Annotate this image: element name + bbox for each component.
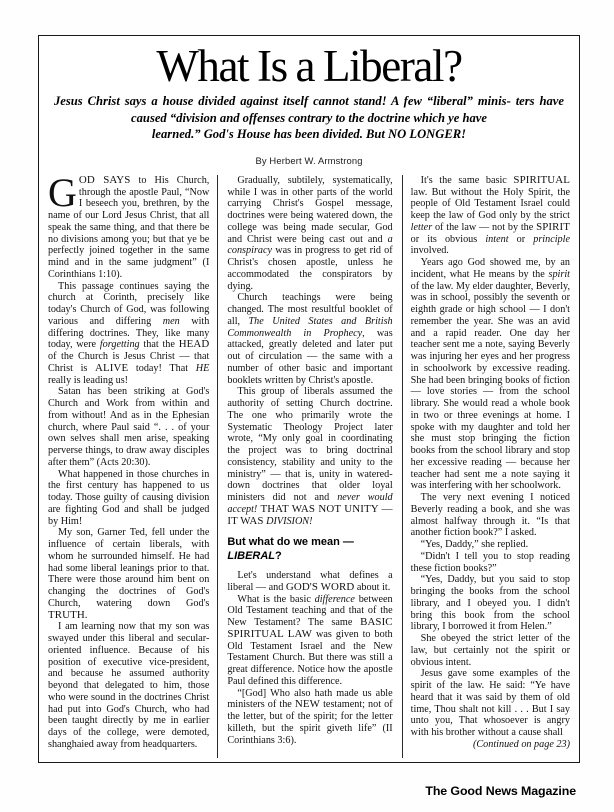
small-caps-run: SPIRITUAL bbox=[513, 173, 570, 186]
article-frame bbox=[38, 35, 580, 763]
italic-run: a conspiracy bbox=[227, 233, 393, 257]
small-caps-run: GOD'S WORD bbox=[285, 580, 355, 593]
text-run: Church teachings were being changed. The most resultful booklet of all, bbox=[227, 292, 393, 327]
small-caps-run: HEAD bbox=[178, 338, 210, 351]
publication-footer: The Good News Magazine bbox=[425, 784, 576, 798]
text-run: to His Church, through the apostle Paul, “Now I beseech you, brethren, by the name of our Lord Jesus Christ, that all speak the same thing, and that there be no divisions among you; but that ye be perfectly joined together in the same mind and in the same judgment” (I Corinthians 1:10). bbox=[48, 174, 210, 280]
text-run: of the law. My elder daughter, Beverly, was in school, possibly the seventh or eighth grade or high school — I don't remember the year. She was an avid and a rapid reader. One day her teacher sent me a note, saying Beverly was injuring her eyes and her progress in schoolwork by excessive reading. She had been bringing books of fiction — love stories — from the school library. She would read a whole book in two or three evenings at home. I spoke with my daughter and told her she must stop bringing the fiction books from the school library and stop her excessive reading — because her teacher had sent me a note saying it was interfering with her schoolwork. bbox=[410, 280, 570, 492]
italic-run: intent bbox=[485, 233, 509, 245]
text-run: , was attacked, greatly deleted and later put out of circulation — the same with a number of other basic and important booklets written by Christ's apostle. bbox=[227, 327, 393, 386]
deck-line-1: Jesus Christ says a house divided against itself cannot stand! A few “liberal” minis- bbox=[54, 94, 511, 108]
deck-line-2: ters have caused “division and offenses contrary to the doctrine which ye have bbox=[131, 94, 564, 125]
paragraph bbox=[411, 257, 570, 492]
column-1 bbox=[48, 169, 217, 758]
text-run: testament; not of the letter, but of the spirit; for the letter killeth, but the spirit giveth life” (II Corinthians 3:6). bbox=[227, 699, 393, 746]
text-run: or bbox=[508, 233, 534, 245]
text-run: “[God] Who also hath made us able ministers of the bbox=[227, 687, 393, 711]
text-run: Let's understand what defines a liberal — and bbox=[227, 570, 393, 593]
subhead-part-2: LIBERAL bbox=[227, 549, 276, 562]
text-run: My son, Garner Ted, fell under the influence of certain liberals, with whom he surrounded himself. He had had some liberal leanings prior to that. There were those around him bent on changing the doctrines of God's Church, watering down God's bbox=[48, 527, 210, 609]
article-body bbox=[39, 36, 579, 762]
italic-run: men bbox=[162, 315, 180, 327]
text-run: Years ago God showed me, by an incident, what He means by the bbox=[410, 257, 570, 280]
italic-run: spirit bbox=[548, 268, 570, 280]
paragraph: I am learning now that my son was swayed under this liberal and secular-oriented influence. Because of his position of executive vice-president, and because he assumed authority beyond that delegated to him, those who were sound in the doctrines Christ had put into God's Church, who had been taught directly by me in earlier days of the college, were demoted, shanghaied away from headquarters. bbox=[48, 621, 210, 750]
text-run: law. But without the Holy Spirit, the people of Old Testament Israel could keep the law of God only by the strict bbox=[410, 186, 570, 222]
small-caps-run: ALIVE bbox=[95, 361, 129, 374]
text-run: between Old Testament teaching and that of the New Testament? The same bbox=[227, 593, 393, 629]
paragraph bbox=[48, 281, 209, 387]
text-run: It's the same basic bbox=[420, 174, 514, 186]
paragraph bbox=[227, 594, 392, 688]
page-title: What Is a Liberal? bbox=[156, 41, 462, 91]
paragraph: “Yes, Daddy,” she replied. bbox=[420, 539, 529, 551]
italic-run: letter bbox=[410, 221, 433, 233]
paragraph bbox=[227, 292, 392, 386]
text-run: This group of liberals assumed the authority of setting Church doctrine. The one who primarily wrote the Systematic Theology Project later wrote, “My only goal in coordinating the project was to bring doctrinal consistency, stability and unity to the ministry” — that is, unity in watered-down doctrines that older loyal ministers did not and bbox=[227, 386, 393, 504]
continued-note: (Continued on page 23) bbox=[472, 738, 570, 750]
column-2 bbox=[217, 175, 402, 758]
text-run: was in progress to get rid of Christ's chosen apostle, unless he accommodated the conspirators by dying. bbox=[227, 245, 393, 292]
text-run: Gradually, subtilely, systematically, while I was in other parts of the world carrying Christ's Gospel message, doctrines were being watered down, the college was being made secular, God and Christ were being cast out and bbox=[227, 174, 393, 245]
section-subhead bbox=[227, 536, 392, 563]
article-deck bbox=[54, 93, 564, 143]
subhead-part-3: ? bbox=[275, 549, 282, 562]
italic-run: difference bbox=[314, 593, 355, 605]
drop-cap: G bbox=[48, 169, 77, 215]
columns-container bbox=[48, 169, 570, 758]
small-caps-run: BASIC SPIRITUAL LAW bbox=[227, 616, 393, 640]
text-run: was given to both Old Testament Israel and the New Testament Church. But there was still a great difference. Notice how the apostle Paul defined this difference. bbox=[227, 628, 393, 687]
byline: By Herbert W. Armstrong bbox=[255, 154, 363, 166]
text-run: with differing doctrines. They, like many today, were bbox=[48, 315, 210, 351]
italic-run: The United States and British Commonwealth in Prophecy bbox=[227, 315, 393, 339]
paragraph: “Didn't I tell you to stop reading these fiction books?” bbox=[410, 550, 570, 574]
text-run: What is the basic bbox=[237, 593, 315, 605]
text-run: This passage continues saying the church at Corinth, precisely like today's Church of God, was following various and differing bbox=[48, 280, 210, 327]
paragraph: What happened in those churches in the first century has happened to us today. Those guilty of causing division are fighting God and shall be judged by Him! bbox=[48, 468, 210, 527]
italic-run: principle bbox=[533, 233, 570, 245]
paragraph bbox=[411, 175, 570, 257]
paragraph: Satan has been striking at God's Church and Work from within and from without! And as in the Ephesian church, where Paul said “. . . of your own selves shall men arise, speaking perverse things, to draw away disciples after them” (Acts 20:30). bbox=[48, 386, 210, 468]
text-run: really is leading us! bbox=[48, 374, 129, 386]
small-caps-run: THAT WAS NOT UNITY — IT WAS bbox=[227, 502, 393, 527]
paragraph: Jesus gave some examples of the spirit of the law. He said: “Ye have heard that it was said by them of old time, Thou shalt not kill . . . But I say unto you, That whosoever is angry with his brother without a cause shall bbox=[410, 668, 570, 739]
subhead-part-1: But what do we mean — bbox=[227, 536, 354, 549]
paragraph bbox=[227, 570, 392, 594]
paragraph: She obeyed the strict letter of the law, but certainly not the spirit or obvious intent. bbox=[410, 633, 570, 668]
paragraph bbox=[48, 527, 209, 621]
small-caps-run: OD SAYS bbox=[78, 173, 131, 186]
small-caps-run: TRUTH bbox=[48, 608, 85, 621]
italic-run: never would accept! bbox=[227, 492, 393, 515]
text-run: of the law — not by the bbox=[432, 221, 537, 233]
italic-run: forgetting bbox=[99, 339, 140, 351]
paragraph: “Yes, Daddy, but you said to stop bringing the books from the school library, and I obeyed you. I didn't bring this book from the school library, I borrowed it from Helen.” bbox=[410, 574, 570, 633]
text-run: of the Church is Jesus Christ — that Christ is bbox=[48, 351, 210, 374]
text-run: that the bbox=[139, 339, 179, 351]
paragraph: The very next evening I noticed Beverly reading a book, and she was almost halfway through it. “Is that another fiction book?” I asked. bbox=[410, 492, 570, 539]
small-caps-run: NEW bbox=[294, 698, 321, 711]
paragraph bbox=[227, 688, 392, 747]
column-3 bbox=[403, 175, 570, 758]
text-run: about it. bbox=[354, 581, 391, 593]
paragraph bbox=[48, 169, 210, 281]
text-run: or its obvious bbox=[410, 233, 486, 245]
small-caps-run: SPIRIT bbox=[536, 220, 570, 233]
text-run: today! That bbox=[128, 362, 196, 374]
text-run: involved. bbox=[410, 245, 449, 257]
italic-run: DIVISION! bbox=[263, 515, 313, 527]
deck-line-3: learned.” God's House has been divided. But NO LONGER! bbox=[151, 127, 467, 142]
italic-run: HE bbox=[195, 362, 210, 374]
text-run: . bbox=[84, 609, 88, 621]
paragraph bbox=[227, 386, 392, 527]
paragraph bbox=[227, 175, 392, 293]
